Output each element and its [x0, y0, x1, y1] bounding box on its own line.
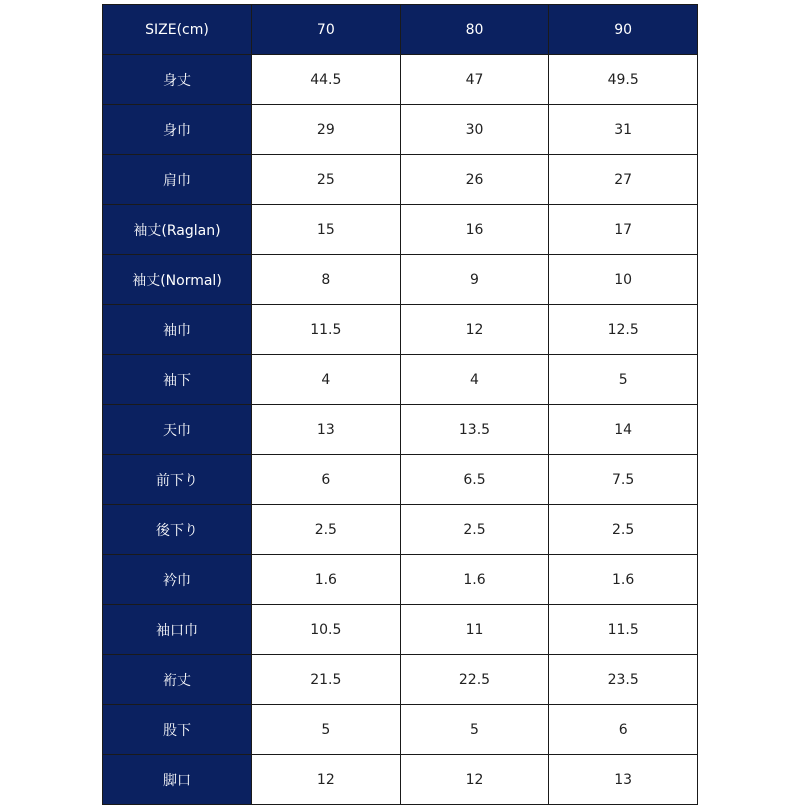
- measurement-cell: 9: [400, 255, 549, 305]
- measurement-cell: 6.5: [400, 455, 549, 505]
- table-row: [103, 355, 698, 405]
- measurement-cell: 11.5: [549, 605, 698, 655]
- row-label-cell: 袖丈(Normal): [103, 255, 252, 305]
- measurement-cell: 5: [549, 355, 698, 405]
- measurement-cell: 1.6: [252, 555, 401, 605]
- table-row: [103, 655, 698, 705]
- measurement-cell: 1.6: [400, 555, 549, 605]
- measurement-cell: 12: [400, 755, 549, 805]
- table-row: [103, 555, 698, 605]
- header-row: [103, 5, 698, 55]
- measurement-cell: 12: [252, 755, 401, 805]
- table-row: [103, 105, 698, 155]
- measurement-cell: 12.5: [549, 305, 698, 355]
- measurement-cell: 44.5: [252, 55, 401, 105]
- table-row: [103, 405, 698, 455]
- row-label-cell: 前下り: [103, 455, 252, 505]
- measurement-cell: 12: [400, 305, 549, 355]
- measurement-cell: 6: [252, 455, 401, 505]
- row-label-cell: 身丈: [103, 55, 252, 105]
- table-row: [103, 55, 698, 105]
- measurement-cell: 8: [252, 255, 401, 305]
- table-row: [103, 755, 698, 805]
- measurement-cell: 30: [400, 105, 549, 155]
- table-row: [103, 505, 698, 555]
- table-row: [103, 155, 698, 205]
- row-label-cell: 袖下: [103, 355, 252, 405]
- row-label-cell: 袖口巾: [103, 605, 252, 655]
- measurement-cell: 23.5: [549, 655, 698, 705]
- row-label-cell: 脚口: [103, 755, 252, 805]
- measurement-cell: 29: [252, 105, 401, 155]
- row-label-cell: 袖丈(Raglan): [103, 205, 252, 255]
- measurement-cell: 2.5: [549, 505, 698, 555]
- measurement-cell: 11.5: [252, 305, 401, 355]
- table-row: [103, 205, 698, 255]
- row-label-cell: 裄丈: [103, 655, 252, 705]
- row-label-cell: 股下: [103, 705, 252, 755]
- measurement-cell: 1.6: [549, 555, 698, 605]
- measurement-cell: 47: [400, 55, 549, 105]
- row-label-cell: 後下り: [103, 505, 252, 555]
- measurement-cell: 5: [252, 705, 401, 755]
- measurement-cell: 2.5: [252, 505, 401, 555]
- measurement-cell: 5: [400, 705, 549, 755]
- header-cell-size-70: 70: [252, 5, 401, 55]
- measurement-cell: 7.5: [549, 455, 698, 505]
- size-chart-table: [102, 4, 698, 805]
- row-label-cell: 袖巾: [103, 305, 252, 355]
- table-row: [103, 455, 698, 505]
- measurement-cell: 2.5: [400, 505, 549, 555]
- measurement-cell: 22.5: [400, 655, 549, 705]
- row-label-cell: 身巾: [103, 105, 252, 155]
- table-row: [103, 705, 698, 755]
- measurement-cell: 15: [252, 205, 401, 255]
- measurement-cell: 4: [252, 355, 401, 405]
- row-label-cell: 肩巾: [103, 155, 252, 205]
- table-row: [103, 605, 698, 655]
- header-cell-size-label: SIZE(cm): [103, 5, 252, 55]
- size-chart-body: [103, 5, 698, 805]
- measurement-cell: 31: [549, 105, 698, 155]
- measurement-cell: 10: [549, 255, 698, 305]
- measurement-cell: 26: [400, 155, 549, 205]
- measurement-cell: 13: [549, 755, 698, 805]
- measurement-cell: 6: [549, 705, 698, 755]
- measurement-cell: 17: [549, 205, 698, 255]
- measurement-cell: 10.5: [252, 605, 401, 655]
- measurement-cell: 14: [549, 405, 698, 455]
- measurement-cell: 49.5: [549, 55, 698, 105]
- measurement-cell: 16: [400, 205, 549, 255]
- measurement-cell: 21.5: [252, 655, 401, 705]
- table-row: [103, 305, 698, 355]
- measurement-cell: 13: [252, 405, 401, 455]
- measurement-cell: 13.5: [400, 405, 549, 455]
- table-row: [103, 255, 698, 305]
- measurement-cell: 4: [400, 355, 549, 405]
- row-label-cell: 天巾: [103, 405, 252, 455]
- row-label-cell: 衿巾: [103, 555, 252, 605]
- measurement-cell: 25: [252, 155, 401, 205]
- measurement-cell: 27: [549, 155, 698, 205]
- header-cell-size-80: 80: [400, 5, 549, 55]
- measurement-cell: 11: [400, 605, 549, 655]
- header-cell-size-90: 90: [549, 5, 698, 55]
